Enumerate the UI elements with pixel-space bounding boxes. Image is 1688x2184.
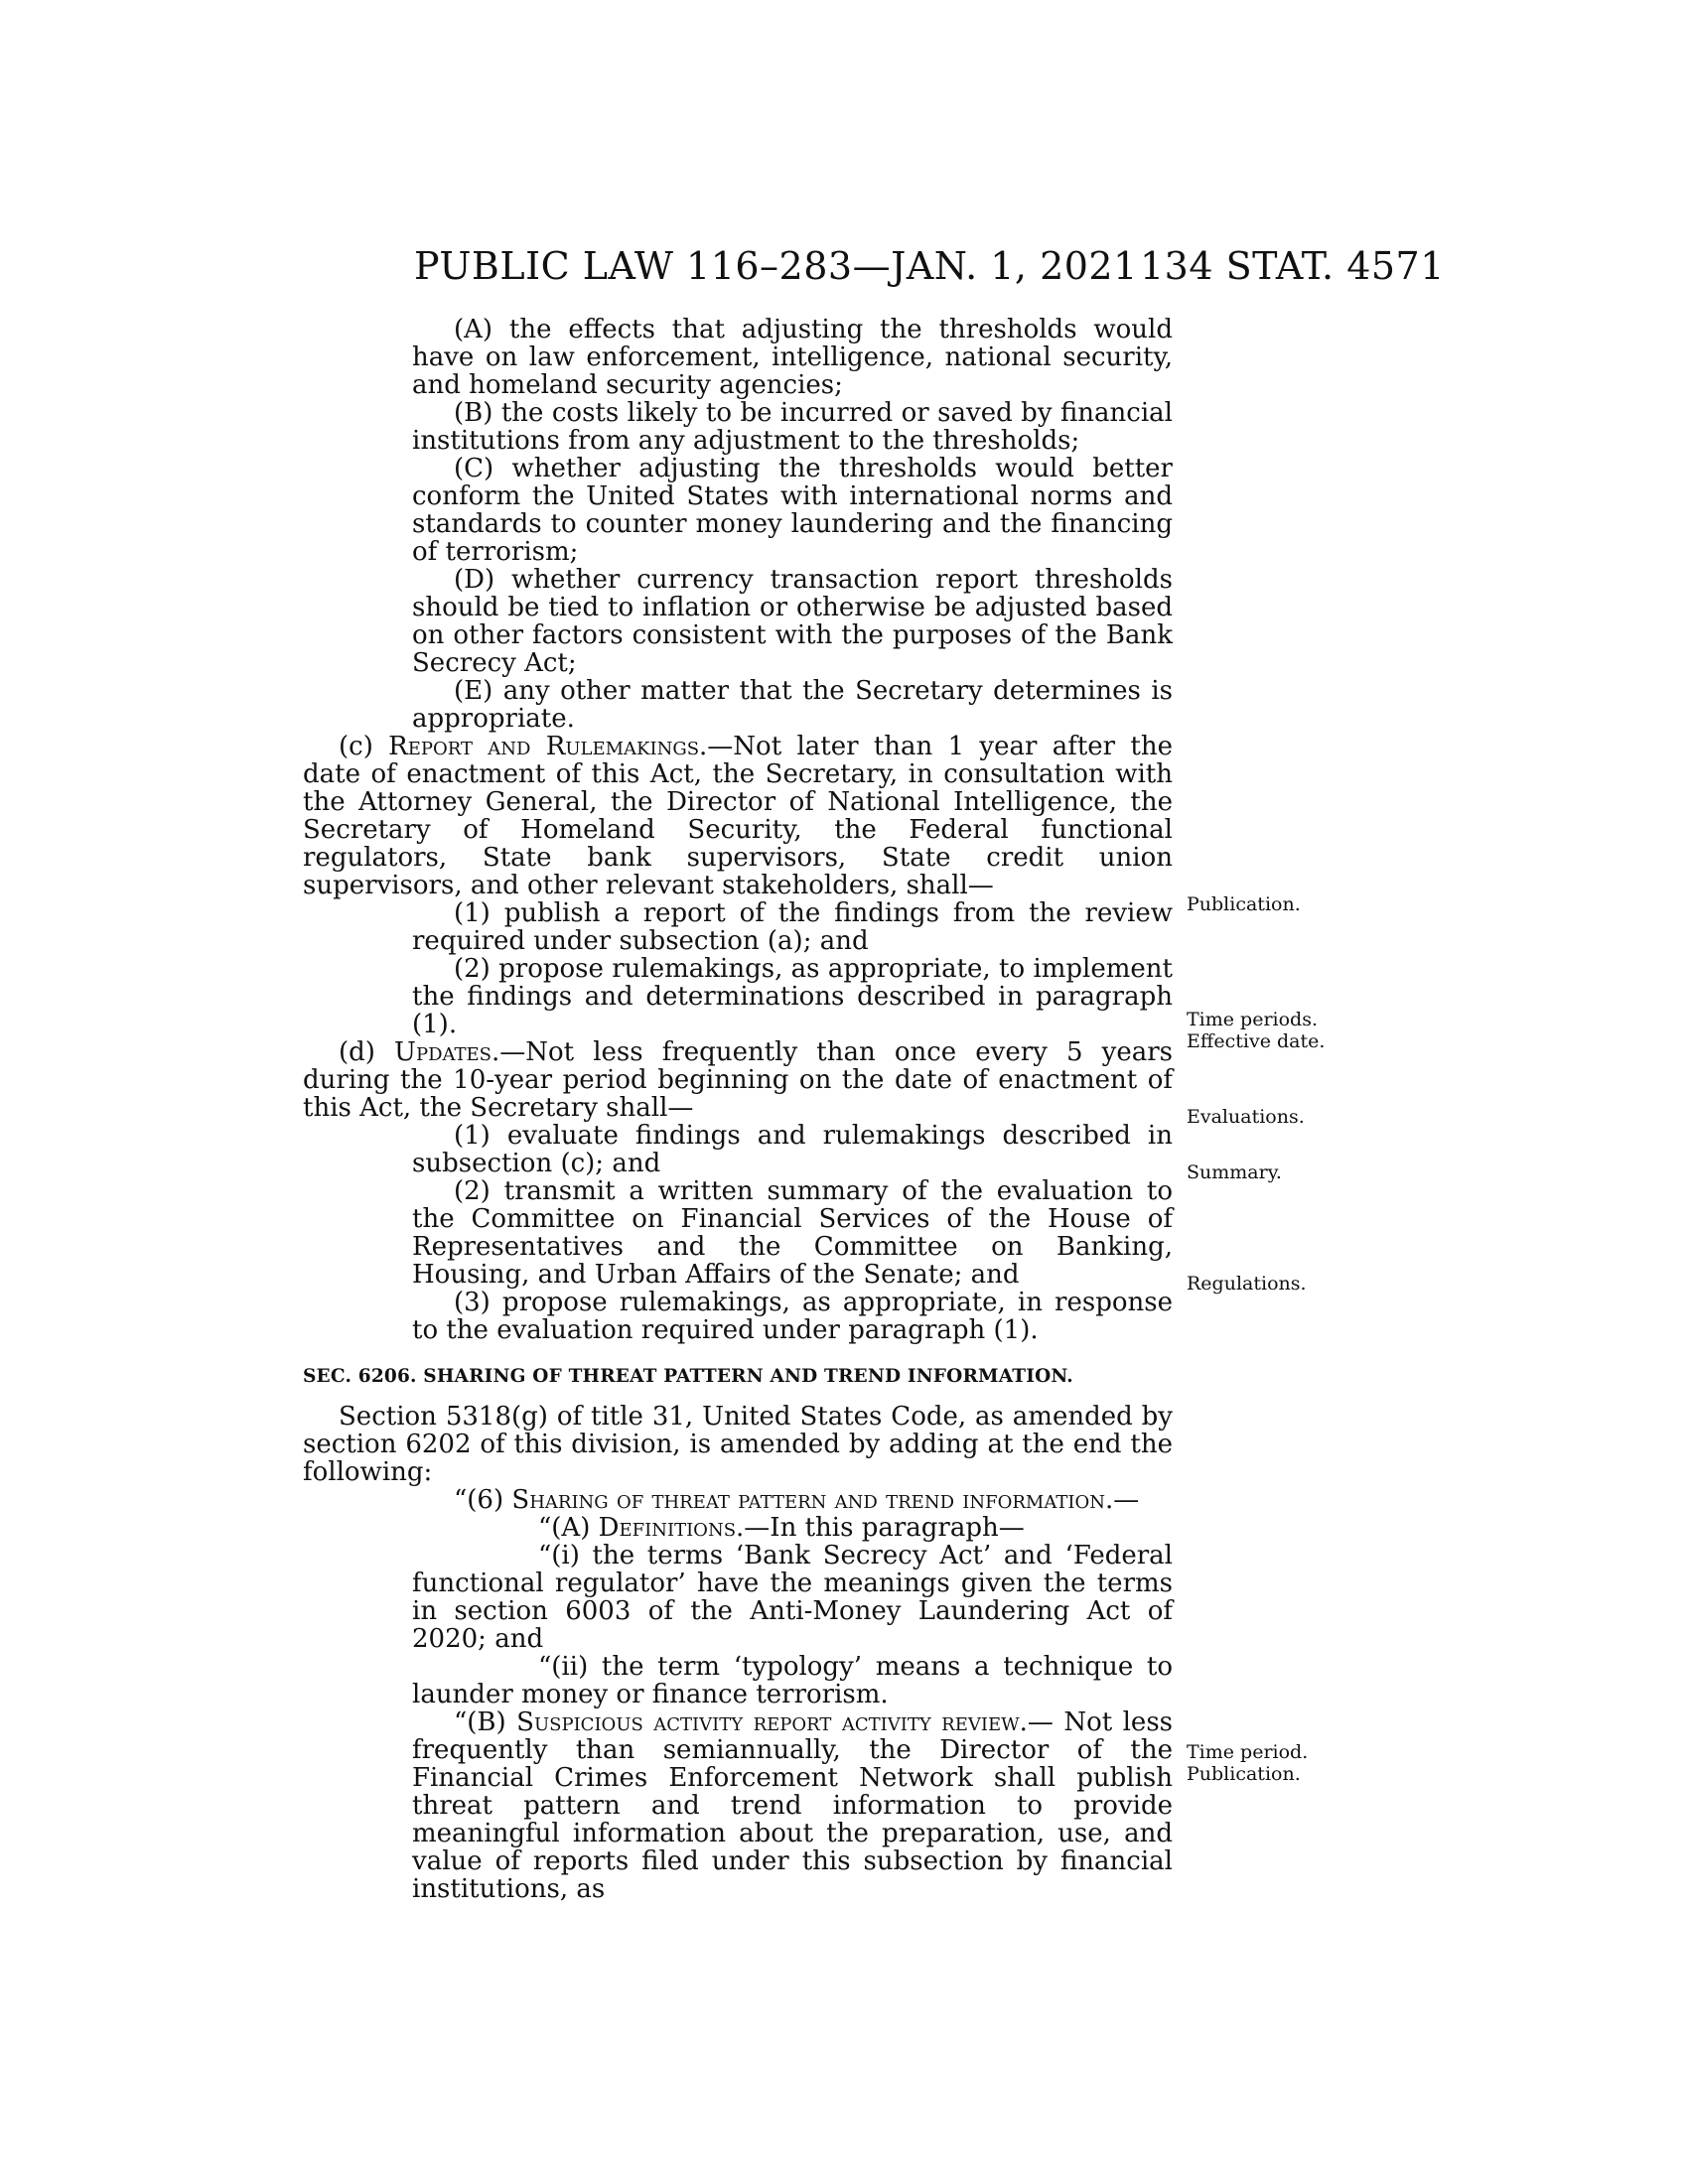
- subsection-d-2: (2) transmit a written summary of the evaluation to the Committee on Financial Services of the House of Representatives and the Committee on Banking, Housing, and Urban Affairs of the Senate; and: [412, 1176, 1173, 1290]
- subsection-d: [303, 1038, 1173, 1122]
- running-header-title: PUBLIC LAW 116–283—JAN. 1, 2021: [414, 244, 1138, 288]
- statute-body: [303, 316, 1173, 1903]
- subsection-c-body: .—Not later than 1 year after the date of enactment of this Act, the Secretary, in consultation with the Attorney General, the Director of National Intelligence, the Secretary of Homeland Security, the Federal functional regulators, State bank supervisors, State credit union supervisors, and other relevant stakeholders, shall—: [303, 732, 1173, 900]
- section-heading: SEC. 6206. SHARING OF THREAT PATTERN AND TREND INFORMATION.: [303, 1366, 1073, 1387]
- margin-note-publication: Publication.: [1187, 893, 1301, 915]
- subsection-d-heading: Updates: [394, 1037, 492, 1067]
- quoted-subparagraph-b: [303, 1708, 1173, 1903]
- quoted-6-prefix: “(6): [454, 1485, 512, 1515]
- paragraph-a: (A) the effects that adjusting the thresholds would have on law enforcement, intelligence, national security, and homeland security agencies;: [412, 315, 1173, 400]
- quoted-a-body: .—In this paragraph—: [736, 1513, 1025, 1543]
- section-intro: Section 5318(g) of title 31, United States Code, as amended by section 6202 of this division, is amended by adding at the end the following:: [303, 1402, 1173, 1487]
- paragraph-c: (C) whether adjusting the thresholds would better conform the United States with international norms and standards to counter money laundering and the financing of terrorism;: [412, 454, 1173, 567]
- margin-note-summary: Summary.: [1187, 1161, 1282, 1183]
- quoted-clause-i: “(i) the terms ‘Bank Secrecy Act’ and ‘Federal functional regulator’ have the meanings given the terms in section 6003 of the Anti-Money Laundering Act of 2020; and: [412, 1541, 1173, 1654]
- subsection-c-prefix: (c): [339, 732, 389, 761]
- quoted-paragraph-6: [303, 1486, 1173, 1514]
- paragraph-d: (D) whether currency transaction report thresholds should be tied to inflation or otherwise be adjusted based on other factors consistent with the purposes of the Bank Secrecy Act;: [412, 565, 1173, 678]
- quoted-a-heading: Definitions: [598, 1513, 737, 1543]
- margin-note-evaluations: Evaluations.: [1187, 1106, 1305, 1128]
- subsection-c-1: (1) publish a report of the findings from the review required under subsection (a); and: [412, 898, 1173, 956]
- margin-note-effective-date: Effective date.: [1187, 1030, 1326, 1052]
- subsection-c: [303, 733, 1173, 899]
- margin-note-time-period: Time period.: [1187, 1741, 1309, 1763]
- quoted-clause-ii: “(ii) the term ‘typology’ means a technique to launder money or finance terrorism.: [412, 1652, 1173, 1709]
- subsection-d-1: (1) evaluate findings and rulemakings described in subsection (c); and: [412, 1121, 1173, 1178]
- quoted-subparagraph-a: [303, 1514, 1173, 1542]
- subsection-d-body: .—Not less frequently than once every 5 years during the 10-year period beginning on the date of enactment of this Act, the Secretary shall—: [303, 1037, 1173, 1123]
- page-citation: 134 STAT. 4571: [1140, 244, 1445, 288]
- quoted-6-heading: Sharing of threat pattern and trend information: [511, 1485, 1105, 1515]
- subsection-d-3: (3) propose rulemakings, as appropriate, in response to the evaluation required under paragraph (1).: [412, 1288, 1173, 1345]
- margin-note-regulations: Regulations.: [1187, 1273, 1307, 1295]
- quoted-b-body: .— Not less frequently than semiannually, the Director of the Financial Crimes Enforcement Network shall publish threat pattern and trend information to provide meaningful information about the preparation, use, and value of reports filed under this subsection by financial institutions, as: [412, 1707, 1173, 1904]
- margin-note-publication-2: Publication.: [1187, 1763, 1301, 1785]
- quoted-b-prefix: “(B): [454, 1707, 517, 1737]
- margin-note-time-periods: Time periods.: [1187, 1009, 1319, 1030]
- paragraph-b: (B) the costs likely to be incurred or saved by financial institutions from any adjustment to the thresholds;: [412, 398, 1173, 456]
- paragraph-e: (E) any other matter that the Secretary determines is appropriate.: [412, 676, 1173, 734]
- subsection-c-2: (2) propose rulemakings, as appropriate, to implement the findings and determinations described in paragraph (1).: [412, 954, 1173, 1039]
- quoted-a-prefix: “(A): [538, 1513, 599, 1543]
- quoted-b-heading: Suspicious activity report activity review: [516, 1707, 1020, 1737]
- subsection-d-prefix: (d): [339, 1037, 395, 1067]
- subsection-c-heading: Report and Rulemakings: [388, 732, 700, 761]
- quoted-6-suffix: .—: [1105, 1485, 1140, 1515]
